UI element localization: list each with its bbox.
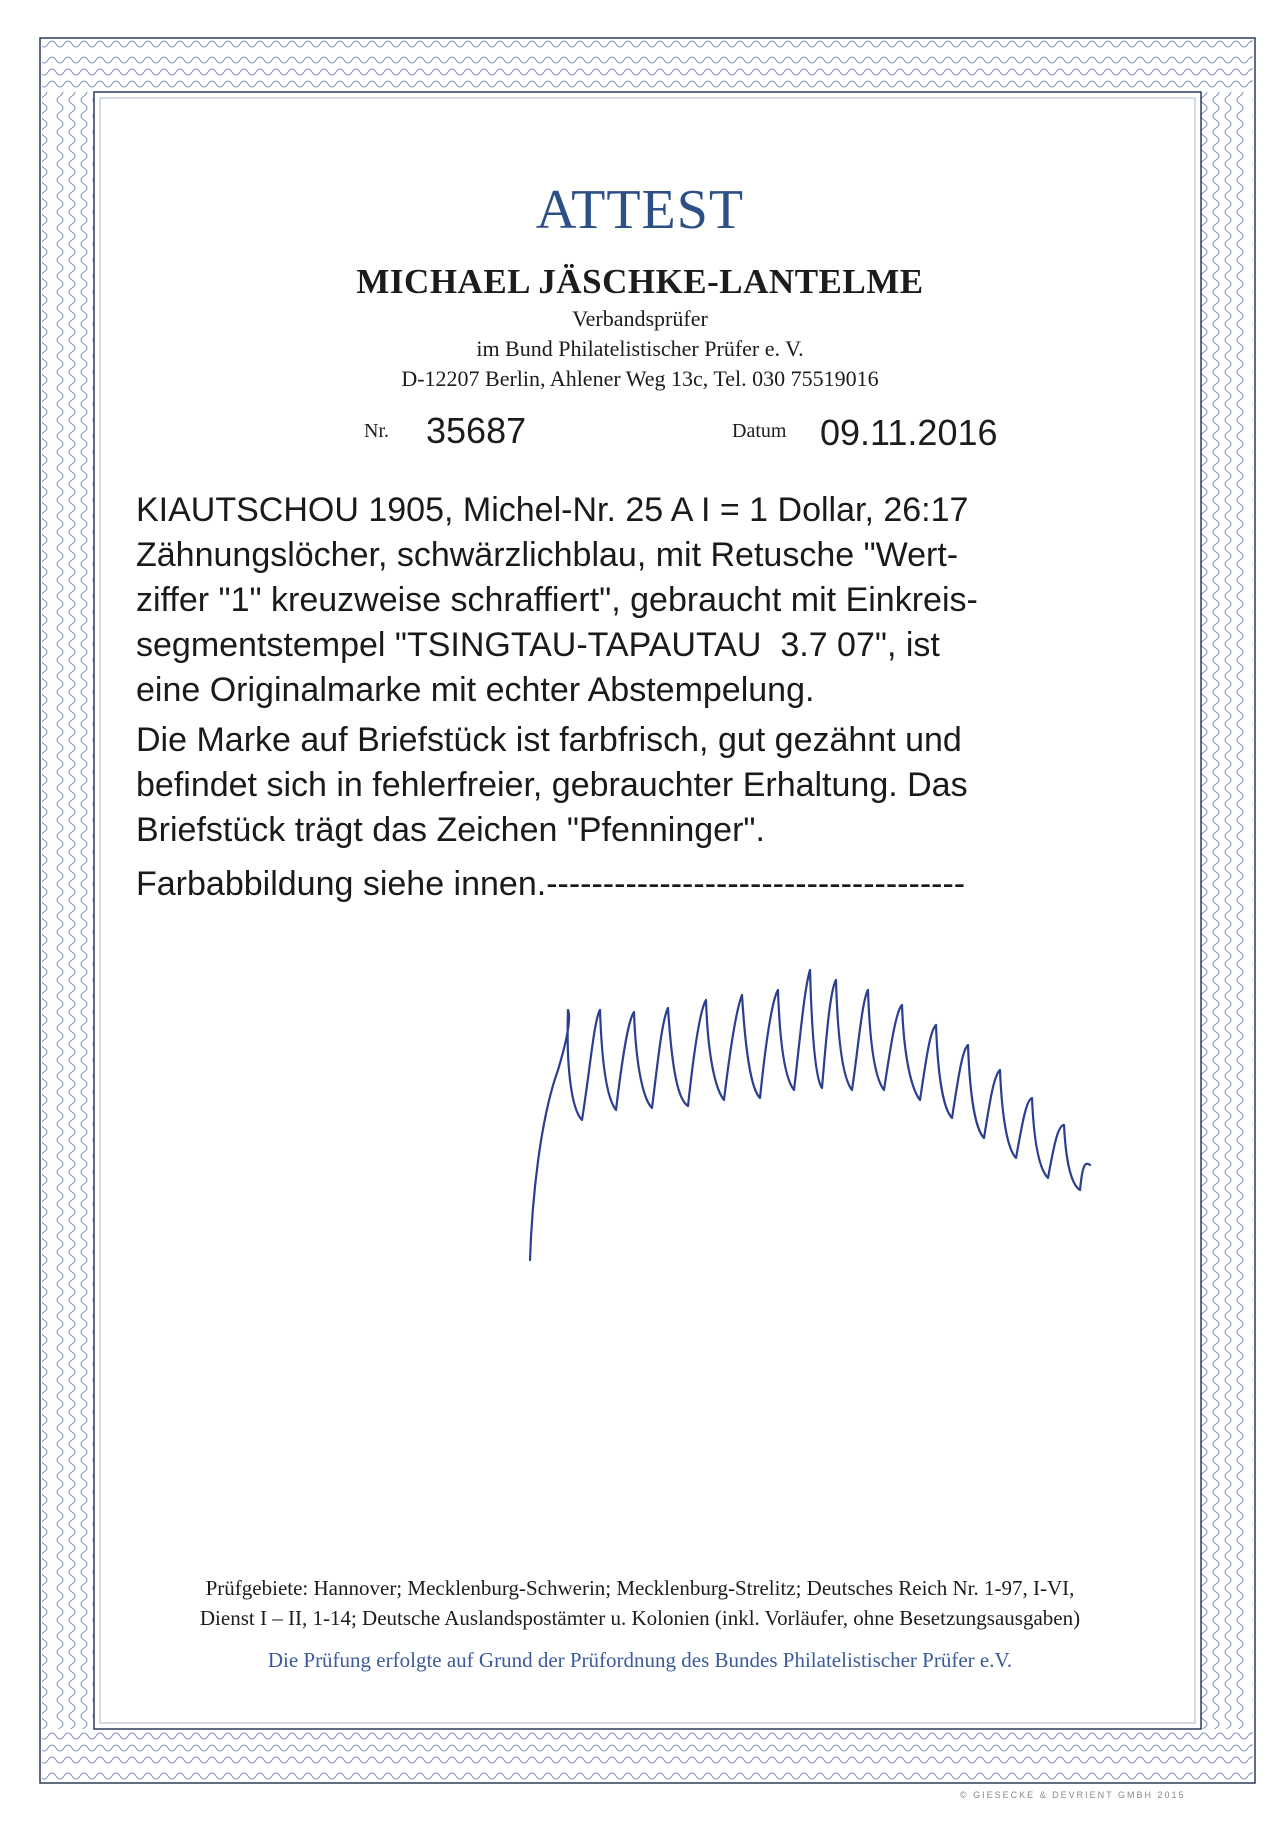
stamp-description: KIAUTSCHOU 1905, Michel-Nr. 25 A I = 1 Dollar, 26:17 Zähnungslöcher, schwärzlichblau, mit Retusche "Wert- ziffer "1" kreuzweise schraffiert", gebraucht mit Einkreis- segmentstempel "TSINGTAU-TAPAUTAU 3.7 07", ist eine Originalmarke mit echter Abstempelung.	[136, 491, 978, 709]
examiner-address: D-12207 Berlin, Ahlener Weg 13c, Tel. 030 75519016	[401, 366, 879, 391]
certificate-date: 09.11.2016	[820, 412, 998, 453]
examiner-association: im Bund Philatelistischer Prüfer e. V.	[476, 336, 804, 361]
printer-imprint: © GIESECKE & DEVRIENT GMBH 2015	[960, 1790, 1186, 1800]
examiner-role: Verbandsprüfer	[572, 306, 708, 331]
document-title: ATTEST	[535, 179, 745, 241]
certificate-number: 35687	[426, 410, 527, 451]
certificate-number-label: Nr.	[364, 420, 389, 442]
examination-areas: Prüfgebiete: Hannover; Mecklenburg-Schwerin; Mecklenburg-Strelitz; Deutsches Reich Nr. 1-97, I-VI, Dienst I – II, 1-14; Deutsche Auslandspostämter u. Kolonien (inkl. Vorläufer, ohne Besetzungsausgaben)	[199, 1576, 1081, 1630]
examination-rules-note: Die Prüfung erfolgte auf Grund der Prüfordnung des Bundes Philatelistischer Prüfer e.V.	[267, 1648, 1013, 1672]
examiner-name: MICHAEL JÄSCHKE-LANTELME	[356, 262, 924, 301]
date-label: Datum	[732, 420, 787, 442]
condition-description: Die Marke auf Briefstück ist farbfrisch, gut gezähnt und befindet sich in fehlerfreier, gebrauchter Erhaltung. Das Briefstück trägt das Zeichen "Pfenninger".	[136, 721, 968, 849]
illustration-note: Farbabbildung siehe innen.-------------------------------------	[136, 865, 966, 903]
handwritten-signature	[510, 950, 1230, 1280]
